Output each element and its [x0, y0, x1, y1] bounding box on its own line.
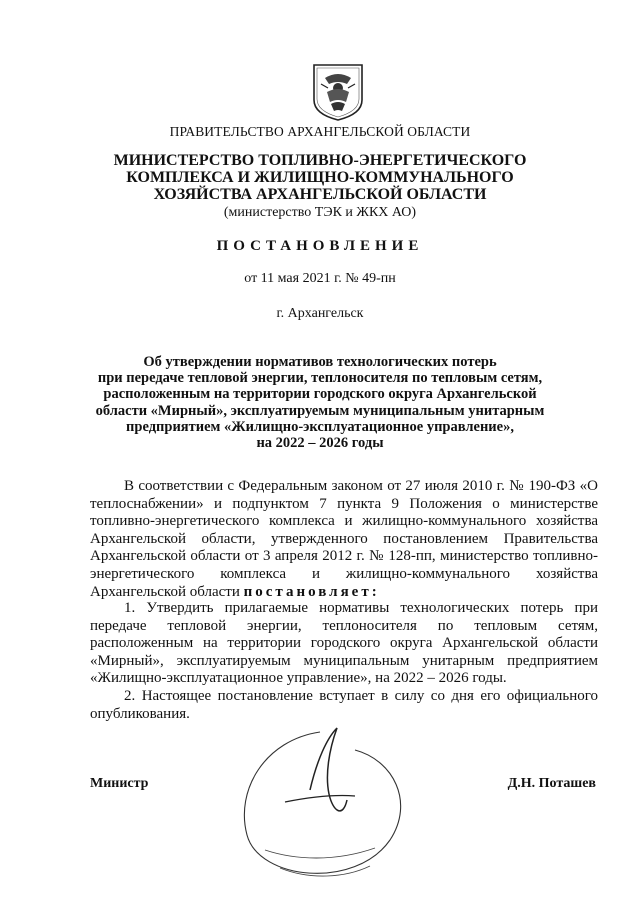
- ministry-name: [0, 152, 640, 203]
- document-date-number: от 11 мая 2021 г. № 49-пн: [244, 271, 396, 286]
- title-line: области «Мирный», эксплуатируемым муниципальным унитарным: [95, 402, 545, 419]
- ministry-line: МИНИСТЕРСТВО ТОПЛИВНО-ЭНЕРГЕТИЧЕСКОГО: [113, 152, 527, 169]
- ministry-short-name: (министерство ТЭК и ЖКХ АО): [223, 205, 417, 220]
- resolution-item: 2. Настоящее постановление вступает в силу со дня его официального опубликования.: [90, 687, 598, 722]
- resolves-word: постановляет:: [243, 583, 380, 600]
- document-city: г. Архангельск: [276, 306, 364, 321]
- title-line: при передаче тепловой энергии, теплоносителя по тепловым сетям,: [97, 370, 543, 387]
- resolution-items: [90, 600, 598, 723]
- ministry-line: КОМПЛЕКСА И ЖИЛИЩНО-КОММУНАЛЬНОГО: [126, 169, 514, 186]
- preamble-text: В соответствии с Федеральным законом от 27 июля 2010 г. № 190-ФЗ «О теплоснабжении» и подпунктом 7 пункта 9 Положения о министерстве топливно-энергетического комплекса и жилищно-коммунального хозяйства Архангельской области, утвержденного постановлением Правительства Архангельской области от 3 апреля 2012 г. № 128-пп, министерство топливно-энергетического комплекса и жилищно-коммунального хозяйства Архангельской области: [90, 478, 598, 600]
- signatory-position: Министр: [90, 776, 149, 791]
- title-line: расположенным на территории городского округа Архангельской: [103, 386, 537, 403]
- signature-icon: [225, 720, 415, 895]
- title-line: предприятием «Жилищно-эксплуатационное управление»,: [126, 418, 514, 435]
- preamble-paragraph: [90, 478, 598, 601]
- title-line: Об утверждении нормативов технологических потерь: [143, 354, 497, 370]
- document-type: ПОСТАНОВЛЕНИЕ: [216, 238, 424, 254]
- title-line: на 2022 – 2026 годы: [256, 435, 384, 452]
- signatory-name: Д.Н. Поташев: [507, 776, 596, 791]
- ministry-line: ХОЗЯЙСТВА АРХАНГЕЛЬСКОЙ ОБЛАСТИ: [153, 186, 487, 203]
- document-title: [0, 354, 640, 451]
- government-name: ПРАВИТЕЛЬСТВО АРХАНГЕЛЬСКОЙ ОБЛАСТИ: [169, 124, 471, 139]
- resolution-item: 1. Утвердить прилагаемые нормативы технологических потерь при передаче тепловой энергии, теплоносителя по тепловым сетям, расположенным на территории городского округа Архангельской области «Мирный», эксплуатируемым муниципальным унитарным предприятием «Жилищно-эксплуатационное управление», на 2022 – 2026 годы.: [90, 600, 598, 687]
- coat-of-arms-icon: [311, 62, 365, 122]
